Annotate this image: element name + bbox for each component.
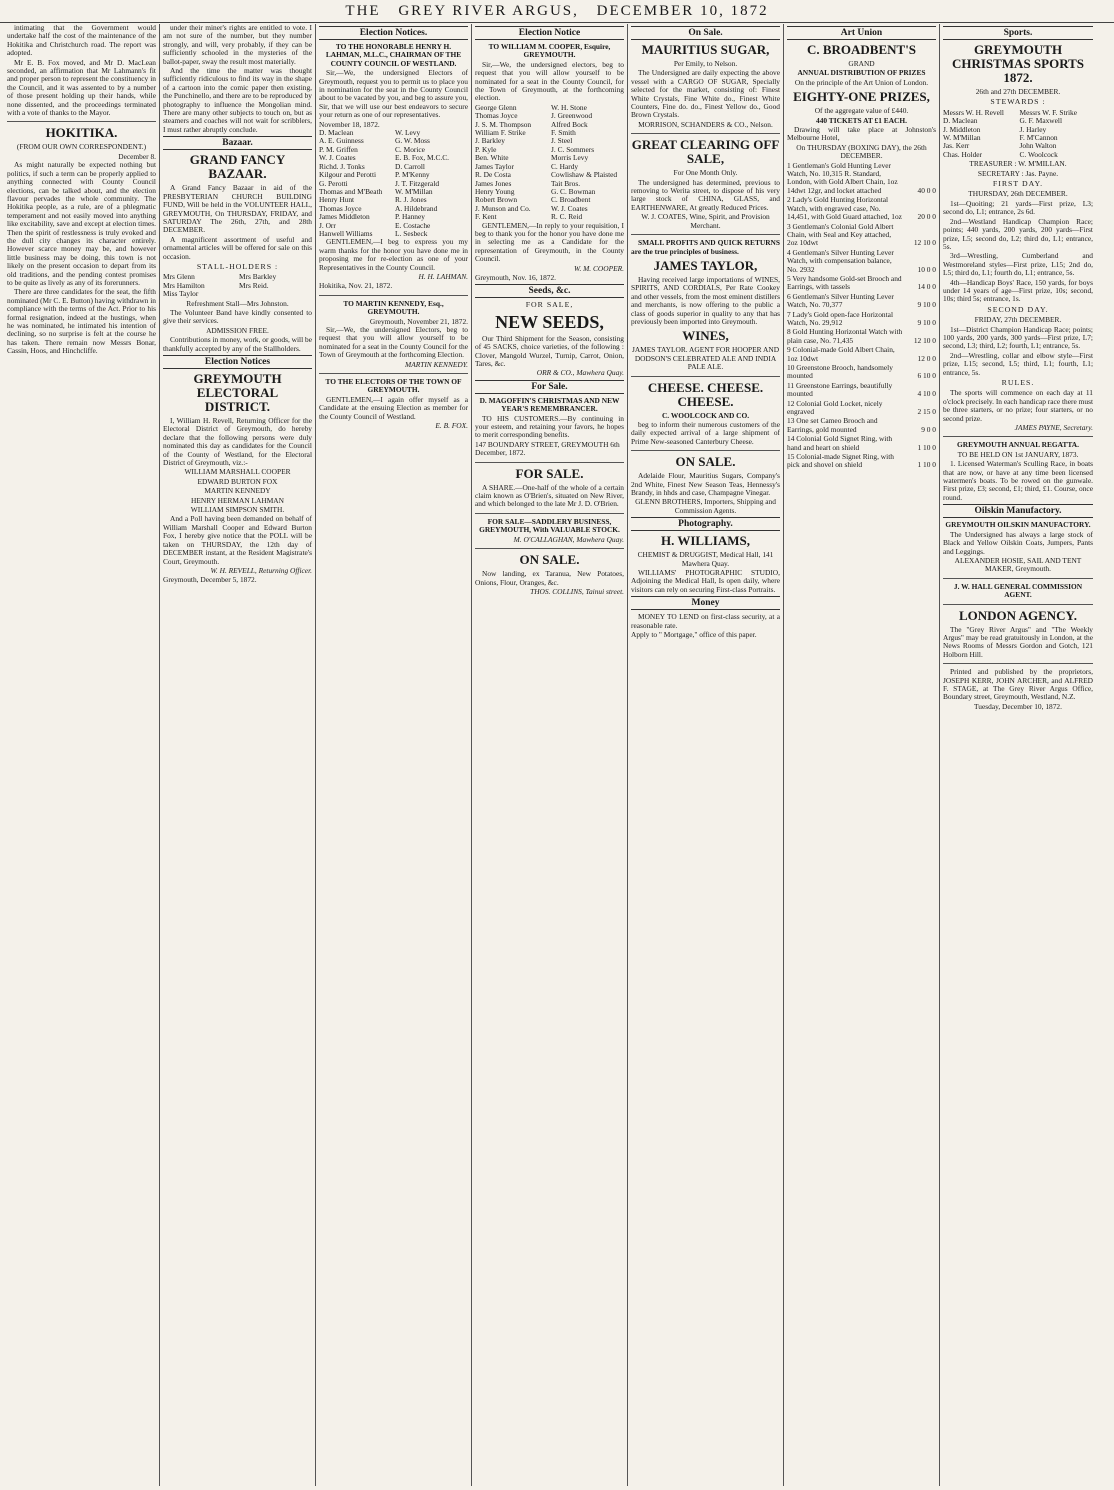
candidate: WILLIAM MARSHALL COOPER: [184, 467, 291, 477]
seeds-text: Our Third Shipment for the Season, consisting of 45 SACKS, choice varieties, of the following : Clover, Mangold Wurzel, Turnip, Carrot, Onion, Tares, &c.: [475, 333, 624, 368]
contributions: Contributions in money, work, or goods, will be thankfully accepted by any of the Stallholders.: [163, 335, 312, 353]
signature-date: Greymouth, December 5, 1872.: [163, 575, 257, 585]
requisition-title: TO THE HONORABLE HENRY H. LAHMAN, M.L.C., CHAIRMAN OF THE COUNTY COUNCIL OF WESTLAND.: [325, 42, 462, 68]
williams-subtitle: CHEMIST & DRUGGIST, Medical Hall, 141 Mawhera Quay.: [637, 550, 774, 568]
masthead: [0, 0, 1114, 23]
divider: [475, 462, 624, 463]
signature: E. B. FOX.: [435, 421, 468, 431]
prize-row: [787, 249, 936, 274]
prize-description: 3 Gentleman's Colonial Gold Albert Chain, with Seal and Key attached, 2oz 10dwt: [787, 221, 894, 248]
signatories-right: W. Levy G. W. Moss C. Morice E. B. Fox, M.C.C. D. Carroll P. M'Kenny J. T. Fitzgerald W. M'Millan R. J. Jones A. Hildebrand P. Hanney E. Costache L. Sesbeck: [395, 128, 450, 238]
signature-date: Greymouth, Nov. 16, 1872.: [475, 272, 557, 282]
signature-date: Hokitika, Nov. 21, 1872.: [319, 281, 393, 291]
event-item: 4th—Handicap Boys' Race, 150 yards, for boys under 14 years of age—First prize, 10s; second, 10s; third 5s; entrance, 1s.: [943, 277, 1093, 304]
clearing-sale-subtitle: For One Month Only.: [673, 168, 738, 178]
art-union-title: C. BROADBENT'S: [806, 42, 917, 57]
stewards-left: Messrs W. H. Revell D. Maclean J. Middleton W. M'Millan Jas. Kerr Chas. Holder: [943, 107, 1004, 159]
article-text: Mr E. B. Fox moved, and Mr D. MacLean seconded, an affirmation that Mr Lahmann's fit and proper person to represent the constituency in the Council, and it was assented to by a number of those present holding up their hands, while none dissented, and the proceedings terminated with a vote of thanks to the Mayor.: [7, 57, 156, 118]
stall-holders-heading: STALL-HOLDERS :: [196, 261, 279, 271]
art-union-annual: ANNUAL DISTRIBUTION OF PRIZES: [797, 68, 926, 78]
bazaar-more: A magnificent assortment of useful and ornamental articles will be offered for sale on this occasion.: [163, 234, 312, 261]
event-item: 2nd—Wrestling, collar and elbow style—First prize, L15; second, L5; third, L1; fourth, L1; entrance, 5s.: [943, 350, 1093, 377]
bazaar-title: GRAND FANCY BAZAAR.: [189, 152, 286, 182]
section-heading-election-notices: Election Notices.: [319, 26, 468, 40]
column-6: [784, 24, 940, 1486]
prize-row: [787, 382, 936, 399]
prize-value: 1 10 0: [917, 460, 936, 470]
share-for-sale: FOR SALE.: [515, 465, 584, 481]
article-text: And the time the matter was thought sufficiently ridiculous to find its way in the shape of a cartoon into the comic paper then existing, the Punchinello, and there are to be reproduced by photography to influence the Mongolian mind. There are many other subjects to touch on, but as steamers and coaches will not wait for scribblers, I must rather abruptly conclude.: [163, 66, 312, 134]
london-agency-title: LONDON AGENCY.: [959, 607, 1077, 623]
prize-description: 15 Colonial-made Signet Ring, with pick and shovel on shield: [787, 452, 894, 470]
columns: [4, 24, 1110, 1486]
section-heading-bazaar: Bazaar.: [163, 136, 312, 150]
prize-value: 2 15 0: [917, 407, 936, 417]
event-item: 1st—Quoiting; 21 yards—First prize, L3; second do, L1; entrance, 2s 6d.: [943, 198, 1093, 217]
prize-description: 1 Gentleman's Gold Hunting Lever Watch, No. 10,315 R. Standard, London, with Gold Albert Chain, 1oz 14dwt 12gr, and locket attached: [787, 160, 898, 195]
reply-text: GENTLEMEN,—In reply to your requisition, I beg to thank you for the honor you have done me in selecting me as a Candidate for the representation of Greymouth, in the County Council.: [475, 220, 624, 264]
requisition-text: Sir,—We, the undersigned electors, beg to request that you will allow yourself to be nominated for a seat in the County Council, for the Town of Greymouth, at the forthcoming election.: [475, 59, 624, 103]
masthead-title: GREY RIVER ARGUS,: [398, 3, 579, 19]
byline: (FROM OUR OWN CORRESPONDENT.): [16, 142, 147, 152]
stewards-right: Messrs W. F. Strike G. F. Maxwell J. Harley F. M'Cannon John Walton C. Woolcock: [1019, 107, 1078, 159]
divider: [319, 373, 468, 374]
section-heading-money: Money: [631, 596, 780, 610]
event-item: 1st—District Champion Handicap Race; points; 100 yards, 200 yards, 300 yards—First prize, L7; second, L3; third, L2; fourth, L1; entrance, 5s.: [943, 324, 1093, 351]
requisition-title: TO WILLIAM M. COOPER, Esquire, GREYMOUTH.: [488, 42, 611, 60]
woolcock-text: beg to inform their numerous customers of the daily expected arrival of a large shipment of Prime New-seasoned Canterbury Cheese.: [631, 419, 780, 446]
prize-row: [787, 328, 936, 345]
column-3: [316, 24, 472, 1486]
prize-row: [787, 293, 936, 310]
prize-value: 10 0 0: [917, 264, 936, 274]
sugar-text: The Undersigned are daily expecting the above vessel with a CARGO OF SUGAR, Specially selected for the market, consisting of: Finest White Crystals, Fine White do., Finest White Counters, Fine do. do., Finest Yellow do., Good Brown Crystals.: [631, 68, 780, 120]
signatories: [475, 104, 624, 222]
imprint-date: Tuesday, December 10, 1872.: [974, 701, 1062, 711]
article-text: intimating that the Government would undertake half the cost of the maintenance of the Hokitika and Christchurch road. The report was adopted.: [7, 24, 156, 58]
money-apply: Apply to " Mortgage," office of this paper.: [631, 630, 757, 640]
signature: W. M. COOPER.: [573, 263, 624, 273]
divider: [631, 450, 780, 451]
art-union-grand: GRAND: [848, 59, 875, 68]
masthead-the: THE: [345, 3, 381, 19]
on-sale-title: ON SALE.: [675, 454, 736, 470]
clearing-sale-text: The undersigned has determined, previous to removing to Werita street, to dispose of his very large stock of CHINA, GLASS, and EARTHENWARE, At greatly Reduced Prices.: [631, 177, 780, 212]
article-text: under their miner's rights are entitled to vote. I am not sure of the number, but they number strongly, and will, very probably, if they can be sufficiently schooled in the mysteries of the ballot-paper, sway the result most materially.: [163, 24, 312, 66]
election-text: I, William H. Revell, Returning Officer for the Electoral District of Greymouth, do hereby declare that the following persons were duly nominated this day as candidates for the Council of the County of Westland, for the Electoral District of Greymouth, viz.:-: [163, 416, 312, 468]
dateline: December 8.: [118, 151, 156, 161]
prize-row: [787, 311, 936, 328]
secretary: SECRETARY : Jas. Payne.: [977, 168, 1059, 178]
column-5: [628, 24, 784, 1486]
prize-description: 6 Gentleman's Silver Hunting Lever Watch, No. 70,377: [787, 291, 894, 310]
prize-value: 12 10 0: [913, 335, 936, 345]
prize-value: 40 0 0: [917, 185, 936, 195]
requisition-date: Greymouth, November 21, 1872.: [369, 316, 468, 326]
on-sale-text: Adelaide Flour, Mauritius Sugars, Company's 2nd White, Finest New Season Teas, Hennessy's Brandy, in hhds and case, Champagne Vinegar.: [631, 471, 780, 497]
prize-description: 13 One set Cameo Brooch and Earrings, gold mounted: [787, 416, 878, 434]
stewards: [943, 109, 1093, 159]
masthead-date: DECEMBER 10, 1872: [596, 3, 769, 19]
prize-row: [787, 417, 936, 434]
regatta-item: 1. Licensed Waterman's Sculling Race, in boats that are now, or have at any time been licensed watermen's boats. To be rowed on the gunwale. First prize, £3; second, £1; third, £1. Course, once round.: [943, 459, 1093, 502]
signatories-left: D. Maclean A. E. Guinness P. M. Griffen W. J. Coates Richd. J. Tonks Kilgour and Perotti G. Perotti Thomas and M'Beath Henry Hunt Thomas Joyce James Middleton J. Orr Hanwell Williams: [319, 128, 383, 238]
money-text: MONEY TO LEND on first-class security, at a reasonable rate.: [631, 612, 780, 630]
prize-value: 9 10 0: [917, 317, 936, 327]
candidate: HENRY HERMAN LAHMAN: [191, 495, 284, 505]
divider: [475, 513, 624, 514]
section-heading-for-sale: For Sale.: [475, 380, 624, 394]
bazaar-text: A Grand Fancy Bazaar in aid of the PRESBYTERIAN CHURCH BUILDING FUND, Will be held in the VOLUNTEER HALL, GREYMOUTH, On THURSDAY, FRIDAY, and SATURDAY The 26th, 27th, and 28th DECEMBER.: [163, 183, 312, 235]
regatta-date: TO BE HELD ON 1st JANUARY, 1873.: [957, 449, 1079, 459]
prize-description: 9 Colonial-made Gold Albert Chain, 1oz 10dwt: [787, 345, 895, 363]
on-sale-vendor: THOS. COLLINS, Tainui street.: [530, 586, 624, 596]
regatta-title: GREYMOUTH ANNUAL REGATTA.: [957, 440, 1079, 450]
divider: [475, 548, 624, 549]
on-sale-vendor: GLENN BROTHERS, Importers, Shipping and Commission Agents.: [635, 497, 776, 515]
address-text: GENTLEMEN,—I again offer myself as a Candidate at the ensuing Election as member for the County Council of Westland.: [319, 394, 468, 421]
williams-title: H. WILLIAMS,: [661, 533, 750, 549]
day-heading: SECOND DAY.: [987, 304, 1049, 314]
section-heading-photography: Photography.: [631, 517, 780, 531]
section-heading-seeds: Seeds, &c.: [475, 284, 624, 298]
column-7: [940, 24, 1096, 1486]
prize-row: [787, 275, 936, 292]
seeds-vendor: ORR & CO., Mawhera Quay.: [536, 368, 624, 378]
signature: JAMES PAYNE, Secretary.: [1014, 423, 1093, 433]
taylor-text: Having received large importations of WINES, SPIRITS, AND CORDIALS, Per Rate Cookey and other vessels, from the most eminent distillers and merchants, is now offering to the public a class of goods superior in quality to any that has previously been imported into Greymouth.: [631, 274, 780, 326]
event-item: 3rd—Wrestling, Cumberland and Westmoreland styles—First prize, L15; 2nd do, L5; third do, L1; fourth do, L1; entrance, 5s.: [943, 251, 1093, 278]
saddlery-vendor: M. O'CALLAGHAN, Mawhera Quay.: [513, 534, 624, 544]
sports-dates: 26th and 27th DECEMBER.: [975, 87, 1061, 96]
prize-description: 8 Gold Hunting Horizontal Watch with plain case, No. 71,435: [787, 327, 903, 345]
prize-value: 12 10 0: [913, 238, 936, 248]
woolcock-title: C. WOOLCOCK AND CO.: [661, 410, 750, 420]
prize-row: [787, 435, 936, 452]
small-profits: SMALL PROFITS AND QUICK RETURNS are the true principles of business.: [631, 238, 780, 256]
seeds-for-sale: FOR SALE,: [525, 300, 574, 310]
column-1: [4, 24, 160, 1486]
divider: [319, 295, 468, 296]
share-text: A SHARE.—One-half of the whole of a certain claim known as O'Brien's, situated on New River, and which belonged to the late Mr J. D. O'Brien.: [475, 482, 624, 509]
address-title: TO THE ELECTORS OF THE TOWN OF GREYMOUTH.: [325, 377, 462, 395]
admission: ADMISSION FREE.: [206, 325, 269, 335]
candidate: EDWARD BURTON FOX: [197, 476, 278, 486]
candidate: WILLIAM SIMPSON SMITH.: [190, 505, 285, 515]
magoffin-text: TO HIS CUSTOMERS.—By continuing in your esteem, and retaining your favors, he hopes to merit corresponding benefits.: [475, 413, 624, 440]
stall-holders: [163, 273, 312, 298]
prize-description: 5 Very handsome Gold-set Brooch and Earrings, with tassels: [787, 273, 902, 292]
oilskin-title: GREYMOUTH OILSKIN MANUFACTORY.: [945, 520, 1091, 530]
requisition-text: Sir,—We, the undersigned Electors of Greymouth, request you to permit us to place you in nomination for the seat in the County Council about to be vacated by you, and beg to assure you, Sir, that we will use our best endeavors to secure your return as one of our representatives.: [319, 68, 469, 120]
new-seeds-title: NEW SEEDS,: [495, 311, 604, 332]
art-union-drawing: Drawing will take place at Johnston's Melbourne Hotel,: [787, 125, 936, 143]
williams-text: WILLIAMS' PHOTOGRAPHIC STUDIO, Adjoining the Medical Hall, Is open daily, where visitors can rely on securing First-class Portraits.: [631, 568, 780, 594]
prize-value: 4 10 0: [917, 389, 936, 399]
day-heading: FIRST DAY.: [992, 179, 1044, 189]
section-heading-art-union: Art Union: [787, 26, 936, 40]
prize-value: 9 10 0: [917, 300, 936, 310]
hall-title: J. W. HALL GENERAL COMMISSION AGENT.: [953, 581, 1083, 600]
art-union-value: Of the aggregate value of £440.: [814, 106, 909, 116]
signature: H. H. LAHMAN.: [418, 271, 468, 281]
stall-holders-left: Mrs Glenn Mrs Hamilton Miss Taylor: [163, 272, 205, 299]
prize-row: [787, 346, 936, 363]
prize-value: 14 0 0: [917, 282, 936, 292]
band-notice: The Volunteer Band have kindly consented to give their services.: [163, 307, 312, 326]
divider: [943, 604, 1093, 605]
prize-row: [787, 364, 936, 381]
divider: [631, 133, 780, 134]
stewards-heading: STEWARDS :: [990, 97, 1046, 107]
clearing-sale-title: GREAT CLEARING OFF SALE,: [631, 137, 780, 167]
prize-description: 10 Greenstone Brooch, handsomely mounted: [787, 363, 893, 381]
rules-heading: RULES.: [1001, 378, 1035, 387]
stall-holders-right: Mrs Barkley Mrs Reid.: [239, 272, 277, 290]
on-sale-text: Now landing, ex Taranua, New Potatoes, Onions, Flour, Oranges, &c.: [475, 569, 624, 587]
divider: [943, 436, 1093, 437]
signatories: [319, 129, 468, 238]
prize-description: 11 Greenstone Earrings, beautifully mounted: [787, 380, 893, 399]
sugar-vendor: MORRISON, SCHANDERS & CO., Nelson.: [638, 119, 773, 129]
prize-row: [787, 223, 936, 248]
section-heading-election-notice: Election Notice: [475, 26, 624, 40]
prize-row: [787, 162, 936, 196]
divider: [631, 234, 780, 235]
london-agency-text: The "Grey River Argus" and "The Weekly Argus" may be read gratuitously in London, at the News Rooms of Messrs Gordon and Gotch, 121 Holborn Hill.: [943, 624, 1093, 659]
sports-title: GREYMOUTH CHRISTMAS SPORTS 1872.: [951, 42, 1085, 85]
poll-notice: And a Poll having been demanded on behalf of William Marshall Cooper and Edward Burton Fox, I hereby give notice that the POLL will be taken on THURSDAY, the 12th day of DECEMBER instant, at the Resident Magistrate's Court, Greymouth.: [163, 514, 312, 566]
magoffin-address: 147 BOUNDARY STREET, GREYMOUTH 6th December, 1872.: [475, 439, 620, 458]
rules-text: The sports will commence on each day at 11 o'clock precisely. In each handicap race there must be three starters, or no prize; four starters, or no second prize.: [943, 388, 1093, 423]
day-date: THURSDAY, 26th DECEMBER.: [968, 189, 1068, 199]
column-4: [472, 24, 628, 1486]
section-heading-oilskin: Oilskin Manufactory.: [943, 504, 1093, 518]
prize-description: 7 Lady's Gold open-face Horizontal Watch, No. 29,912: [787, 309, 893, 327]
prize-value: 1 10 0: [917, 442, 936, 452]
hotel-agency: JAMES TAYLOR. AGENT FOR HOOPER AND DODSON'S CELEBRATED ALE AND INDIA PALE ALE.: [631, 345, 780, 372]
signature: MARTIN KENNEDY.: [405, 359, 468, 369]
sugar-title: MAURITIUS SUGAR,: [641, 42, 770, 57]
treasurer: TREASURER : W. M'MILLAN.: [969, 159, 1067, 169]
candidate: MARTIN KENNEDY: [204, 486, 271, 496]
art-union-principle: On the principle of the Art Union of London.: [794, 77, 929, 87]
prize-value: 6 10 0: [917, 371, 936, 381]
event-item: 2nd—Westland Handicap Champion Race; points; 440 yards, 200 yards, 200 yards—First prize, L5; second do, L2; third do, L1; entrance, 5s.: [943, 216, 1093, 251]
divider: [943, 578, 1093, 579]
art-union-when: On THURSDAY (BOXING DAY), the 26th DECEMBER.: [796, 142, 927, 161]
prize-value: 9 0 0: [921, 424, 936, 434]
cheese-title: CHEESE. CHEESE. CHEESE.: [647, 379, 764, 409]
sugar-subtitle: Per Emily, to Nelson.: [673, 59, 738, 68]
prize-description: 4 Gentleman's Silver Hunting Lever Watch, with compensation balance, No. 2932: [787, 247, 894, 274]
prize-value: 12 0 0: [917, 353, 936, 363]
electoral-district-title: GREYMOUTH ELECTORAL DISTRICT.: [193, 371, 282, 414]
prize-row: [787, 196, 936, 221]
reply-text: GENTLEMEN,—I beg to express you my warm thanks for the honor you have done me in proposing me for re-election as one of your Representatives in the County Council.: [319, 237, 468, 272]
requisition-text: Sir,—We, the undersigned Electors, beg to request that you will allow yourself to be nominated for a seat in the County Council for the Town of Greymouth at the forthcoming Election.: [319, 325, 468, 360]
section-heading-hokitika: HOKITIKA.: [45, 125, 118, 141]
prize-description: 2 Lady's Gold Hunting Horizontal Watch, with engraved case, No. 14,451, with Gold Guard attached, 1oz: [787, 195, 902, 222]
section-heading-sports: Sports.: [943, 26, 1093, 40]
clearing-sale-vendor: W. J. COATES, Wine, Spirit, and Provision Merchant.: [641, 212, 770, 230]
prize-description: 12 Colonial Gold Locket, nicely engraved: [787, 398, 883, 417]
oilskin-text: The Undersigned has always a large stock of Black and Yellow Oilskin Coats, Jumpers, Pants and Leggings.: [943, 529, 1093, 556]
prize-row: [787, 453, 936, 470]
taylor-title: JAMES TAYLOR,: [653, 257, 758, 273]
on-sale-title: ON SALE.: [519, 552, 580, 568]
prize-description: 14 Colonial Gold Signet Ring, with hand and heart on shield: [787, 434, 893, 452]
prize-value: 20 0 0: [917, 212, 936, 222]
magoffin-title: D. MAGOFFIN'S CHRISTMAS AND NEW YEAR'S REMEMBRANCER.: [479, 395, 620, 414]
section-heading-election: Election Notices: [163, 355, 312, 369]
wines-title: WINES,: [682, 328, 729, 344]
article-text: As might naturally be expected nothing but politics, if such a term can be properly applied to anything connected with County Council elections, can be talked about, and the election flavour pervades the whole community. The Hokitika people, as a rule, are of a phlegmatic temperament and not easily moved into anything like excitability, save and except at election times. Then the spirit of restlessness is truly evoked and the dull city changes its character entirely. However scarce money may be, and however little business may be doing, this town is not likely on the present occasion to depart from its old traditions, and the pending contest promises to be quite as lively as any of its forerunners.: [7, 160, 156, 287]
saddlery-title: FOR SALE—SADDLERY BUSINESS, GREYMOUTH, With VALUABLE STOCK.: [479, 516, 620, 535]
art-union-tickets: 440 TICKETS AT £1 EACH.: [816, 115, 907, 125]
art-union-prizes: EIGHTY-ONE PRIZES,: [793, 89, 930, 105]
requisition-date: November 18, 1872.: [319, 119, 380, 129]
requisition-title: TO MARTIN KENNEDY, Esq., GREYMOUTH.: [343, 298, 444, 317]
imprint: Printed and published by the proprietors, JOSEPH KERR, JOHN ARCHER, and ALFRED F. STAGE, at The Grey River Argus Office, Boundary street, Greymouth, Westland, N.Z.: [943, 667, 1093, 702]
divider: [943, 663, 1093, 664]
divider: [631, 376, 780, 377]
prize-row: [787, 400, 936, 417]
signatories-left: George Glenn Thomas Joyce J. S. M. Thompson William F. Strike J. Barkley P. Kyle Ben. White James Taylor R. De Costa James Jones Henry Young Robert Brown J. Munson and Co. F. Kent: [475, 102, 532, 222]
hosie-title: ALEXANDER HOSIE, SAIL AND TENT MAKER, Greymouth.: [954, 555, 1082, 574]
section-heading-on-sale: On Sale.: [631, 26, 780, 40]
column-2: [160, 24, 316, 1486]
refreshment-stall: Refreshment Stall—Mrs Johnston.: [186, 298, 289, 308]
divider: [7, 121, 156, 122]
signature: W. H. REVELL, Returning Officer.: [210, 565, 312, 575]
prize-list: [787, 162, 936, 470]
day-date: FRIDAY, 27th DECEMBER.: [974, 315, 1062, 325]
signatories-right: W. H. Stone J. Greenwood Alfred Bock F. Smith J. Steel J. C. Sommers Morris Levy C. Hardy Cowlishaw & Plaisted Tait Bros. G. C. Bowman C. Broadbent W. J. Coates R. C. Reid: [551, 102, 618, 222]
article-text: There are three candidates for the seat, the fifth nominated (Mr C. E. Button) having withdrawn in compliance with the terms of the Act. Prior to his formal resignation, indeed at the hustings, when he was nominated, he intimated his intention of declining, so no surprise is felt at the course he has taken. There remain now Messrs Bonar, Cassin, Hoos, and Hinchcliffe.: [7, 287, 156, 356]
